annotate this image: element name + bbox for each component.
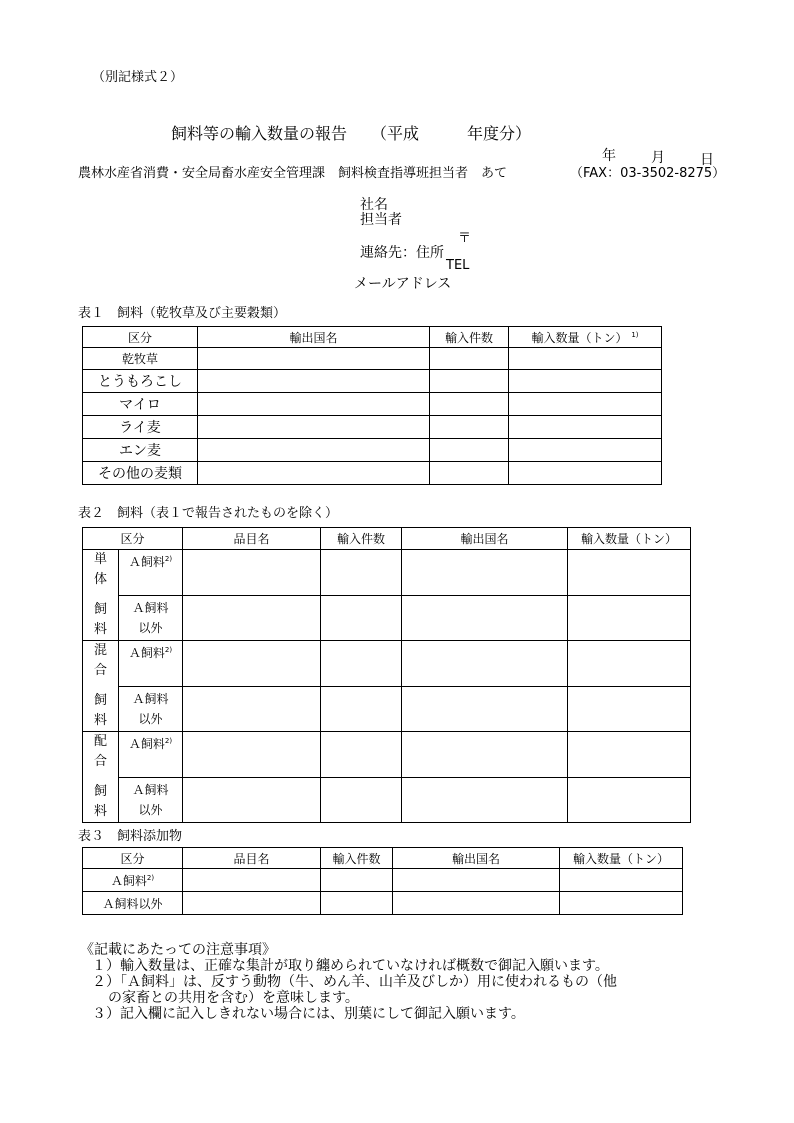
- note-ref-2: 2): [164, 646, 173, 654]
- input-cell[interactable]: [402, 777, 568, 823]
- table-row: [83, 641, 691, 687]
- table1-row-label: エン麦: [83, 439, 198, 462]
- group-label-mixed-feed: [83, 641, 119, 732]
- table-row: [83, 393, 662, 416]
- input-cell[interactable]: [560, 892, 683, 915]
- sub-category-a-feed: [119, 550, 183, 596]
- table3-header-import-quantity: 輸入数量（トン）: [560, 848, 683, 869]
- note-item-1: １）輸入数量は、正確な集計が取り纏められていなければ概数で御記入願います。: [92, 958, 609, 974]
- input-cell[interactable]: [393, 869, 560, 892]
- sub-category-text: Ａ飼料: [132, 600, 169, 615]
- sub-category-non-a-feed: [119, 686, 183, 732]
- person-in-charge-label: 担当者: [360, 212, 402, 228]
- table3-caption: 表３ 飼料添加物: [78, 829, 183, 844]
- table-row: [83, 439, 662, 462]
- input-cell[interactable]: [430, 348, 509, 370]
- group-char: 単: [93, 552, 107, 567]
- input-cell[interactable]: [402, 686, 568, 732]
- email-label: メールアドレス: [354, 276, 452, 292]
- date-year: 年: [602, 148, 616, 164]
- note-ref-1: 1): [631, 330, 639, 339]
- table-row: [83, 550, 691, 596]
- notes-heading: 《記載にあたっての注意事項》: [80, 942, 276, 958]
- sub-category-text: Ａ飼料: [132, 691, 169, 706]
- table-row: [83, 348, 662, 370]
- tel-label: TEL: [446, 258, 470, 273]
- input-cell[interactable]: [321, 595, 402, 641]
- group-char: 体: [93, 572, 107, 587]
- input-cell[interactable]: [509, 370, 662, 393]
- table2: [82, 527, 691, 823]
- table1-header-import-count: 輸入件数: [430, 327, 509, 348]
- input-cell[interactable]: [509, 393, 662, 416]
- input-cell[interactable]: [568, 777, 691, 823]
- fax-number: （FAX：03-3502-8275）: [570, 166, 726, 181]
- input-cell[interactable]: [568, 550, 691, 596]
- sub-category-text: 以外: [138, 802, 163, 817]
- input-cell[interactable]: [198, 393, 430, 416]
- input-cell[interactable]: [509, 348, 662, 370]
- table1-header-export-country: 輸出国名: [198, 327, 430, 348]
- table1-header-import-quantity: [509, 327, 662, 348]
- sub-category-a-feed: [119, 641, 183, 687]
- table1-row-label: とうもろこし: [83, 370, 198, 393]
- note-ref-2: 2): [164, 737, 173, 745]
- table1-row-label: その他の麦類: [83, 462, 198, 485]
- input-cell[interactable]: [183, 777, 321, 823]
- input-cell[interactable]: [198, 348, 430, 370]
- input-cell[interactable]: [321, 892, 393, 915]
- input-cell[interactable]: [198, 462, 430, 485]
- sub-category-text: 以外: [138, 620, 163, 635]
- input-cell[interactable]: [183, 892, 321, 915]
- note-item-3: ３）記入欄に記入しきれない場合には、別葉にして御記入願います。: [92, 1006, 525, 1022]
- table-row: [83, 370, 662, 393]
- note-ref-2: 2): [164, 555, 173, 563]
- input-cell[interactable]: [183, 686, 321, 732]
- note-item-2-line2: の家畜との共用を含む）を意味します。: [108, 990, 359, 1006]
- input-cell[interactable]: [183, 641, 321, 687]
- input-cell[interactable]: [321, 732, 402, 778]
- date-month: 月: [651, 150, 665, 166]
- input-cell[interactable]: [568, 641, 691, 687]
- input-cell[interactable]: [568, 595, 691, 641]
- input-cell[interactable]: [430, 370, 509, 393]
- table1-row-label: マイロ: [83, 393, 198, 416]
- sub-category-a-feed: [119, 732, 183, 778]
- table-row: [83, 686, 691, 732]
- sub-category-non-a-feed: [119, 595, 183, 641]
- group-char: 配: [93, 734, 107, 749]
- table3-header-category: 区分: [83, 848, 183, 869]
- table3-row-non-a-feed: Ａ飼料以外: [83, 892, 183, 915]
- table2-header-export-country: 輸出国名: [402, 528, 568, 550]
- table3-header-item-name: 品目名: [183, 848, 321, 869]
- table1: [82, 326, 662, 485]
- page-title: 飼料等の輸入数量の報告 （平成 年度分）: [171, 124, 532, 143]
- input-cell[interactable]: [402, 641, 568, 687]
- sub-category-text: Ａ飼料: [128, 646, 165, 660]
- sub-category-text: Ａ飼料: [128, 737, 165, 751]
- input-cell[interactable]: [321, 550, 402, 596]
- input-cell[interactable]: [198, 439, 430, 462]
- input-cell[interactable]: [183, 595, 321, 641]
- input-cell[interactable]: [393, 892, 560, 915]
- input-cell[interactable]: [430, 393, 509, 416]
- row-label-text: Ａ飼料: [110, 873, 147, 888]
- table1-row-label: ライ麦: [83, 416, 198, 439]
- sub-category-text: Ａ飼料: [132, 782, 169, 797]
- input-cell[interactable]: [321, 641, 402, 687]
- table2-caption: 表２ 飼料（表１で報告されたものを除く）: [78, 506, 339, 521]
- table3-header-row: [83, 848, 683, 869]
- group-char: 合: [93, 663, 107, 678]
- postal-mark: 〒: [458, 231, 472, 246]
- table-row: [83, 892, 683, 915]
- input-cell[interactable]: [321, 777, 402, 823]
- table2-header-category: 区分: [83, 528, 183, 550]
- table-row: [83, 732, 691, 778]
- input-cell[interactable]: [509, 462, 662, 485]
- input-cell[interactable]: [560, 869, 683, 892]
- group-label-single-feed: [83, 550, 119, 641]
- table3-header-import-count: 輸入件数: [321, 848, 393, 869]
- input-cell[interactable]: [321, 686, 402, 732]
- table1-caption: 表１ 飼料（乾牧草及び主要穀類）: [78, 306, 287, 321]
- table3: [82, 847, 683, 915]
- table3-header-export-country: 輸出国名: [393, 848, 560, 869]
- input-cell[interactable]: [198, 370, 430, 393]
- group-char: 飼: [93, 602, 107, 617]
- table-row: [83, 462, 662, 485]
- input-cell[interactable]: [509, 416, 662, 439]
- sub-category-text: 以外: [138, 711, 163, 726]
- group-label-compound-feed: [83, 732, 119, 823]
- input-cell[interactable]: [568, 686, 691, 732]
- group-char: 料: [93, 713, 107, 728]
- table1-header-quantity-text: 輸入数量（トン）: [531, 330, 628, 345]
- note-ref-2: 2): [146, 873, 155, 882]
- group-char: 飼: [93, 784, 107, 799]
- group-char: 飼: [93, 693, 107, 708]
- group-char: 料: [93, 804, 107, 819]
- table-row: [83, 595, 691, 641]
- table-row: [83, 416, 662, 439]
- input-cell[interactable]: [509, 439, 662, 462]
- recipient: 農林水産省消費・安全局畜水産安全管理課 飼料検査指導班担当者 あて: [78, 166, 508, 181]
- table1-header-row: [83, 327, 662, 348]
- group-char: 合: [93, 754, 107, 769]
- group-char: 料: [93, 622, 107, 637]
- table2-header-import-quantity: 輸入数量（トン）: [568, 528, 691, 550]
- table1-row-label: 乾牧草: [83, 348, 198, 370]
- input-cell[interactable]: [183, 869, 321, 892]
- input-cell[interactable]: [430, 416, 509, 439]
- table2-header-row: [83, 528, 691, 550]
- contact-address-label: 連絡先：住所: [360, 245, 444, 261]
- input-cell[interactable]: [402, 732, 568, 778]
- sub-category-non-a-feed: [119, 777, 183, 823]
- input-cell[interactable]: [568, 732, 691, 778]
- input-cell[interactable]: [430, 439, 509, 462]
- table2-header-import-count: 輸入件数: [321, 528, 402, 550]
- note-item-2-line1: ２）「Ａ飼料」は、反すう動物（牛、めん羊、山羊及びしか）用に使われるもの（他: [92, 974, 617, 990]
- input-cell[interactable]: [183, 732, 321, 778]
- input-cell[interactable]: [402, 595, 568, 641]
- table-row: [83, 777, 691, 823]
- input-cell[interactable]: [198, 416, 430, 439]
- table1-header-category: 区分: [83, 327, 198, 348]
- input-cell[interactable]: [402, 550, 568, 596]
- date-day: 日: [700, 152, 714, 168]
- sub-category-text: Ａ飼料: [128, 555, 165, 569]
- table-row: [83, 869, 683, 892]
- input-cell[interactable]: [183, 550, 321, 596]
- group-char: 混: [93, 643, 107, 658]
- notes-section: [80, 942, 617, 1022]
- input-cell[interactable]: [321, 869, 393, 892]
- form-label: （別記様式２）: [92, 70, 184, 85]
- table2-header-item-name: 品目名: [183, 528, 321, 550]
- company-name-label: 社名: [360, 197, 388, 213]
- table3-row-a-feed: [83, 869, 183, 892]
- input-cell[interactable]: [430, 462, 509, 485]
